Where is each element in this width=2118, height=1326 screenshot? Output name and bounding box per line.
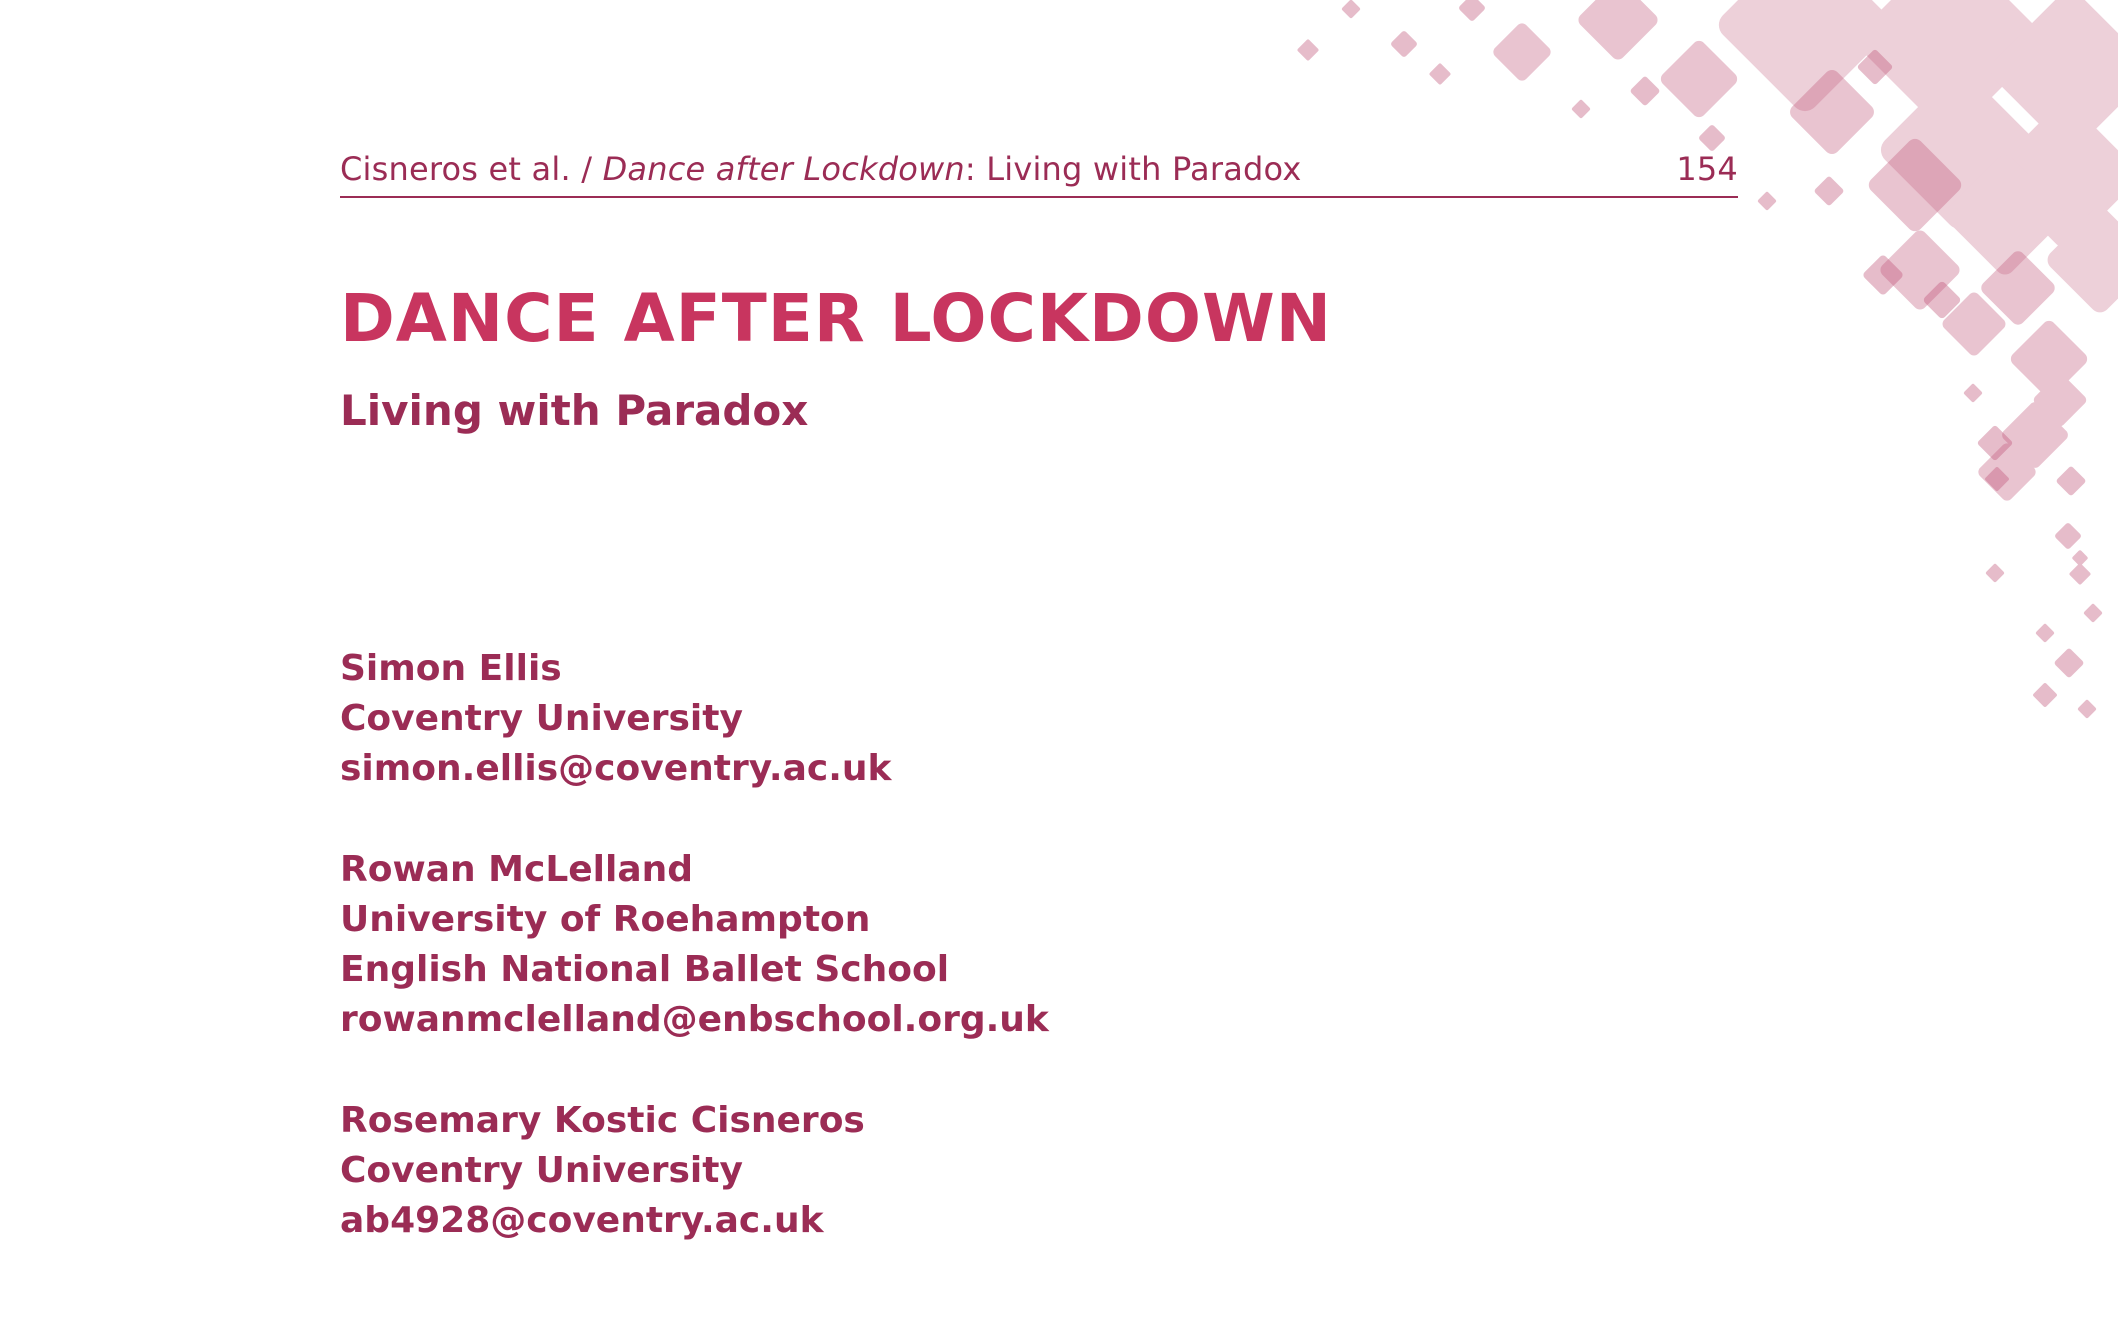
running-head-authors: Cisneros et al. / [340, 150, 593, 188]
article-title: DANCE AFTER LOCKDOWN [340, 280, 1332, 357]
author-affiliation: Coventry University [340, 1150, 743, 1191]
running-head [340, 140, 1738, 198]
author-affiliation: Coventry University [340, 698, 743, 739]
running-head-journal-subtitle: : Living with Paradox [964, 150, 1302, 188]
author-name: Rowan McLelland [340, 849, 694, 890]
author-block [340, 845, 1049, 1045]
author-email[interactable]: rowanmclelland@enbschool.org.uk [340, 999, 1049, 1040]
author-affiliation: English National Ballet School [340, 949, 950, 990]
author-list [340, 644, 1049, 1246]
running-head-journal-title: Dance after Lockdown [602, 150, 965, 188]
author-block [340, 644, 1049, 794]
article-subtitle: Living with Paradox [340, 386, 809, 435]
author-email[interactable]: ab4928@coventry.ac.uk [340, 1200, 824, 1241]
running-head-citation [340, 150, 1301, 188]
author-email[interactable]: simon.ellis@coventry.ac.uk [340, 748, 892, 789]
author-name: Rosemary Kostic Cisneros [340, 1100, 865, 1141]
author-block [340, 1096, 1049, 1246]
author-name: Simon Ellis [340, 648, 562, 689]
author-affiliation: University of Roehampton [340, 899, 871, 940]
page-number: 154 [1676, 150, 1738, 188]
